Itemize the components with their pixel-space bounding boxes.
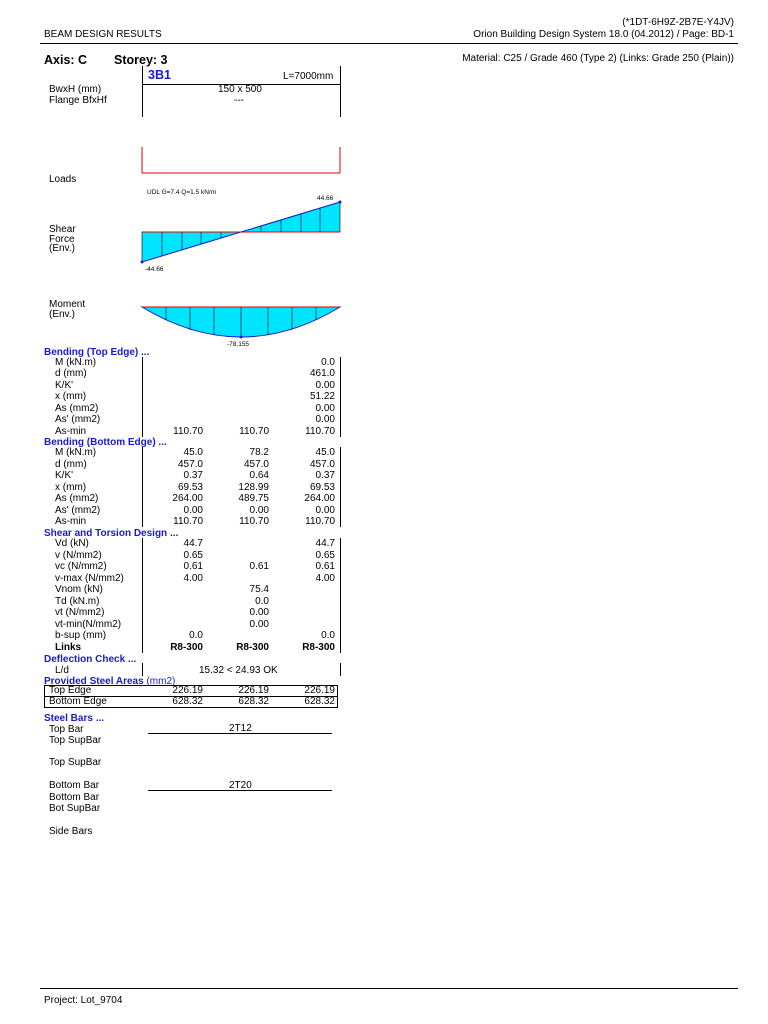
bending-top-sep-left: [142, 357, 143, 437]
top-bar-value: 2T12: [229, 723, 252, 734]
bb-row-label: K/K': [55, 470, 74, 481]
bt-row-c3: 0.00: [315, 414, 335, 425]
bb-row-c1: 0.37: [183, 470, 203, 481]
ld-label: L/d: [55, 665, 69, 676]
moment-label-1: Moment: [49, 299, 86, 310]
shear-diagram: [141, 195, 342, 273]
bb-row-c2: 457.0: [243, 459, 269, 470]
bt-row-c3: 461.0: [309, 368, 335, 379]
bottom-bar-label-2: Bottom Bar: [49, 792, 100, 803]
bt-row-c3: 51.22: [309, 391, 335, 402]
sh-row-c3: 0.0: [321, 630, 335, 641]
bt-row-c3: 0.00: [315, 380, 335, 391]
top-supbar-label: Top SupBar: [49, 735, 102, 746]
bt-row-c3: 0.0: [321, 357, 335, 368]
top-supbar-label-2: Top SupBar: [49, 757, 102, 768]
sh-row-label: b-sup (mm): [55, 630, 107, 641]
bottom-bar-value: 2T20: [229, 780, 252, 791]
shear-min-value: -44.66: [145, 266, 164, 273]
links-label: Links: [55, 642, 82, 653]
bb-row-c1: 69.53: [177, 482, 203, 493]
sh-row-label: vt-min(N/mm2): [55, 619, 122, 630]
sh-row-c3: 0.65: [315, 550, 335, 561]
ld-value: 15.32 < 24.93 OK: [199, 665, 278, 676]
side-bars-label: Side Bars: [49, 826, 93, 837]
bb-row-c3: 264.00: [304, 493, 335, 504]
bb-row-c2: 489.75: [238, 493, 269, 504]
bb-row-label: d (mm): [55, 459, 87, 470]
footer-rule: [40, 988, 738, 989]
deflection-sep-left: [142, 663, 143, 676]
moment-min-value: -78.155: [227, 341, 250, 348]
bending-bottom-heading: Bending (Bottom Edge) ...: [44, 437, 167, 448]
provided-bottom-c1: 628.32: [172, 696, 203, 707]
page-title: BEAM DESIGN RESULTS: [44, 29, 162, 40]
top-bar-label: Top Bar: [49, 724, 84, 735]
bxh-value: 150 x 500: [218, 84, 262, 95]
bb-row-c2: 128.99: [238, 482, 269, 493]
bb-row-c3: 0.37: [315, 470, 335, 481]
bt-row-label: M (kN.m): [55, 357, 97, 368]
provided-bottom-c2: 628.32: [238, 696, 269, 707]
provided-heading-text: Provided Steel Areas: [44, 676, 144, 687]
deflection-heading: Deflection Check ...: [44, 654, 137, 665]
bb-row-c3: 69.53: [309, 482, 335, 493]
flange-label: Flange BfxHf: [49, 95, 107, 106]
material-info: Material: C25 / Grade 460 (Type 2) (Links: Grade 250 (Plain)): [462, 53, 734, 64]
bb-row-c1: 45.0: [183, 447, 203, 458]
provided-heading-unit: (mm2): [146, 676, 176, 687]
links-c2: R8-300: [236, 642, 269, 653]
provided-top-label: Top Edge: [49, 685, 92, 696]
provided-bottom-c3: 628.32: [304, 696, 335, 707]
bt-row-c3: 0.00: [315, 403, 335, 414]
bt-row-label: As-min: [55, 426, 87, 437]
top-bar-line: [148, 733, 332, 734]
sh-row-c1: 4.00: [183, 573, 203, 584]
loads-label: Loads: [49, 174, 77, 185]
bt-row-label: K/K': [55, 380, 74, 391]
bt-row-label: d (mm): [55, 368, 87, 379]
sh-row-label: vc (N/mm2): [55, 561, 107, 572]
provided-top-c2: 226.19: [238, 685, 269, 696]
sh-row-c3: 44.7: [315, 538, 335, 549]
sh-row-c2: 0.00: [249, 607, 269, 618]
bb-row-label: As (mm2): [55, 493, 99, 504]
loads-diagram: [142, 147, 340, 196]
sh-row-c1: 0.0: [189, 630, 203, 641]
sh-row-c3: 0.61: [315, 561, 335, 572]
bb-row-c1: 110.70: [173, 516, 203, 527]
bb-row-c3: 110.70: [305, 516, 335, 527]
system-info: Orion Building Design System 18.0 (04.2012) / Page: BD-1: [473, 29, 734, 40]
bt-row-c2: 110.70: [239, 426, 269, 437]
beam-diagrams: [0, 0, 768, 360]
udl-text: UDL G=7.4 Q=1.5 kN/m: [147, 189, 217, 196]
shear-sep-left: [142, 538, 143, 653]
sh-row-label: Vnom (kN): [55, 584, 103, 595]
bb-row-c3: 45.0: [315, 447, 335, 458]
sh-row-c1: 0.65: [183, 550, 203, 561]
sh-row-c1: 44.7: [183, 538, 203, 549]
axis-label: Axis: C: [44, 53, 88, 67]
sh-row-label: v-max (N/mm2): [55, 573, 124, 584]
bb-row-c1: 264.00: [172, 493, 203, 504]
flange-value: ---: [234, 95, 244, 106]
deflection-sep-right: [340, 663, 341, 676]
bb-row-c3: 457.0: [309, 459, 335, 470]
shear-label-3: (Env.): [49, 243, 75, 254]
bending-top-sep-right: [340, 357, 341, 437]
bxh-label: BwxH (mm): [49, 84, 102, 95]
bb-row-c1: 0.00: [183, 505, 203, 516]
sh-row-c2: 0.0: [255, 596, 269, 607]
sh-row-label: Vd (kN): [55, 538, 89, 549]
bending-top-heading: Bending (Top Edge) ...: [44, 347, 150, 358]
bottom-bar-label: Bottom Bar: [49, 780, 100, 791]
provided-top-c1: 226.19: [172, 685, 203, 696]
sh-row-label: vt (N/mm2): [55, 607, 105, 618]
provided-top-c3: 226.19: [304, 685, 335, 696]
bb-row-label: As' (mm2): [55, 505, 101, 516]
bb-row-c1: 457.0: [177, 459, 203, 470]
sh-row-c1: 0.61: [183, 561, 203, 572]
bt-row-c3: 110.70: [305, 426, 335, 437]
sh-row-c2: 0.61: [249, 561, 269, 572]
bending-bottom-sep-right: [340, 447, 341, 527]
bb-row-c2: 0.00: [249, 505, 269, 516]
beam-length: L=7000mm: [283, 71, 334, 82]
sh-row-c2: 75.4: [249, 584, 269, 595]
bb-row-label: M (kN.m): [55, 447, 97, 458]
shear-label-1: Shear: [49, 224, 76, 235]
bot-supbar-label: Bot SupBar: [49, 803, 101, 814]
sh-row-label: v (N/mm2): [55, 550, 102, 561]
bt-row-label: As' (mm2): [55, 414, 101, 425]
document-id: (*1DT-6H9Z-2B7E-Y4JV): [622, 17, 734, 28]
project-label: Project: Lot_9704: [44, 995, 123, 1006]
bb-row-label: As-min: [55, 516, 87, 527]
storey-label: Storey: 3: [114, 53, 168, 67]
bending-bottom-sep-left: [142, 447, 143, 527]
bb-row-label: x (mm): [55, 482, 87, 493]
bb-row-c3: 0.00: [315, 505, 335, 516]
sh-row-c3: 4.00: [315, 573, 335, 584]
provided-bottom-label: Bottom Edge: [49, 696, 107, 707]
bb-row-c2: 0.64: [249, 470, 269, 481]
moment-label-2: (Env.): [49, 309, 75, 320]
sh-row-c2: 0.00: [249, 619, 269, 630]
beam-name: 3B1: [148, 68, 171, 82]
moment-diagram: [142, 307, 340, 348]
links-c1: R8-300: [170, 642, 203, 653]
bb-row-c2: 110.70: [239, 516, 269, 527]
shear-heading: Shear and Torsion Design ...: [44, 528, 179, 539]
shear-max-value: 44.66: [317, 195, 334, 202]
steel-bars-heading: Steel Bars ...: [44, 713, 105, 724]
bottom-bar-line: [148, 790, 332, 791]
links-c3: R8-300: [302, 642, 335, 653]
bt-row-label: x (mm): [55, 391, 87, 402]
shear-sep-right: [340, 538, 341, 653]
shear-label-2: Force: [49, 234, 75, 245]
bt-row-c1: 110.70: [173, 426, 203, 437]
sh-row-label: Td (kN.m): [55, 596, 100, 607]
bt-row-label: As (mm2): [55, 403, 99, 414]
bb-row-c2: 78.2: [249, 447, 269, 458]
